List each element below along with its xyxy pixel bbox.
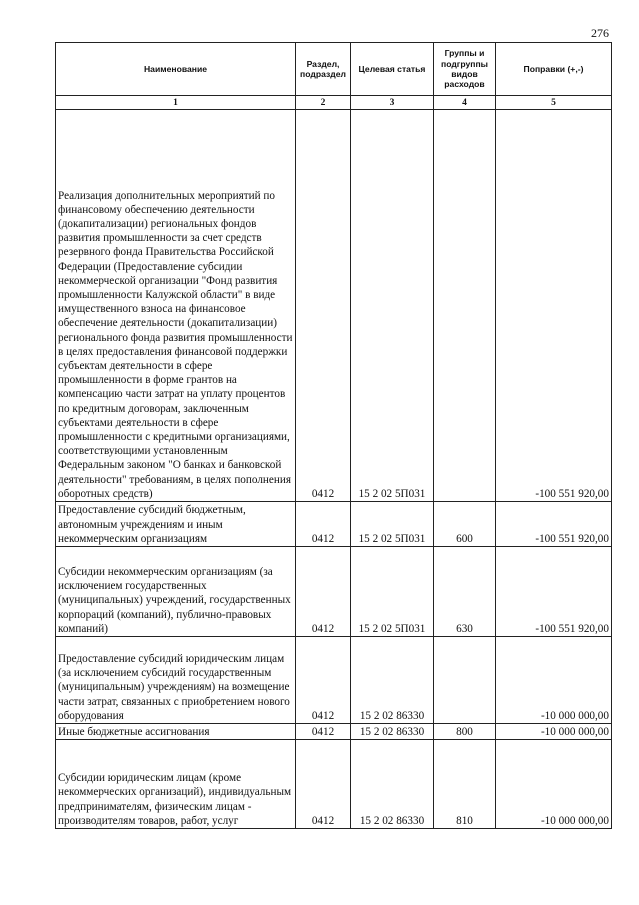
table-row — [56, 637, 612, 724]
row-group: 600 — [434, 502, 496, 547]
column-number: 5 — [496, 96, 612, 110]
row-group — [434, 110, 496, 502]
row-target: 15 2 02 86330 — [351, 740, 434, 829]
row-name: Субсидии некоммерческим организациям (за исключением государственных (муниципальных) учреждений, государственных корпораций (компаний), публично-правовых компаний) — [56, 547, 296, 637]
row-amount: -10 000 000,00 — [496, 740, 612, 829]
row-target: 15 2 02 5П031 — [351, 547, 434, 637]
row-amount: -100 551 920,00 — [496, 502, 612, 547]
row-amount: -10 000 000,00 — [496, 637, 612, 724]
row-target: 15 2 02 86330 — [351, 724, 434, 740]
row-group — [434, 637, 496, 724]
row-amount: -100 551 920,00 — [496, 110, 612, 502]
row-name: Предоставление субсидий бюджетным, автономным учреждениям и иным некоммерческим организациям — [56, 502, 296, 547]
row-target: 15 2 02 86330 — [351, 637, 434, 724]
column-number: 2 — [296, 96, 351, 110]
row-group: 630 — [434, 547, 496, 637]
row-amount: -10 000 000,00 — [496, 724, 612, 740]
row-section: 0412 — [296, 502, 351, 547]
row-group: 800 — [434, 724, 496, 740]
table-row — [56, 502, 612, 547]
column-number: 1 — [56, 96, 296, 110]
table-row — [56, 547, 612, 637]
budget-amendments-table — [55, 42, 612, 829]
column-number-row — [56, 96, 612, 110]
row-name: Субсидии юридическим лицам (кроме некоммерческих организаций), индивидуальным предпринимателям, физическим лицам - производителям товаров, работ, услуг — [56, 740, 296, 829]
row-name: Иные бюджетные ассигнования — [56, 724, 296, 740]
column-number: 3 — [351, 96, 434, 110]
row-target: 15 2 02 5П031 — [351, 110, 434, 502]
row-amount: -100 551 920,00 — [496, 547, 612, 637]
row-section: 0412 — [296, 740, 351, 829]
row-section: 0412 — [296, 110, 351, 502]
table-header-row — [56, 43, 612, 96]
table-row — [56, 740, 612, 829]
table-row — [56, 724, 612, 740]
header-section: Раздел, подраздел — [296, 43, 351, 96]
header-groups: Группы и подгруппы видов расходов — [434, 43, 496, 96]
row-section: 0412 — [296, 724, 351, 740]
column-number: 4 — [434, 96, 496, 110]
row-group: 810 — [434, 740, 496, 829]
page-number: 276 — [591, 26, 609, 40]
table-row — [56, 110, 612, 502]
row-target: 15 2 02 5П031 — [351, 502, 434, 547]
row-name: Предоставление субсидий юридическим лицам (за исключением субсидий государственным (муниципальным) учреждениям) на возмещение части затрат, связанных с приобретением нового оборудования — [56, 637, 296, 724]
header-target: Целевая статья — [351, 43, 434, 96]
header-amendments: Поправки (+,-) — [496, 43, 612, 96]
header-name: Наименование — [56, 43, 296, 96]
row-section: 0412 — [296, 547, 351, 637]
row-section: 0412 — [296, 637, 351, 724]
row-name: Реализация дополнительных мероприятий по финансовому обеспечению деятельности (докапитализации) региональных фондов развития промышленности за счет средств резервного фонда Правительства Российской Федерации (Предоставление субсидии некоммерческой организации "Фонд развития промышленности Калужской области" в виде имущественного взноса на финансовое обеспечение деятельности (докапитализации) регионального фонда развития промышленности в целях предоставления финансовой поддержки субъектам деятельности в сфере промышленности в форме грантов на компенсацию части затрат на уплату процентов по кредитным договорам, заключенным субъектами деятельности в сфере промышленности с кредитными организациями, соответствующими установленным Федеральным законом "О банках и банковской деятельности" требованиям, в целях пополнения оборотных средств) — [56, 110, 296, 502]
